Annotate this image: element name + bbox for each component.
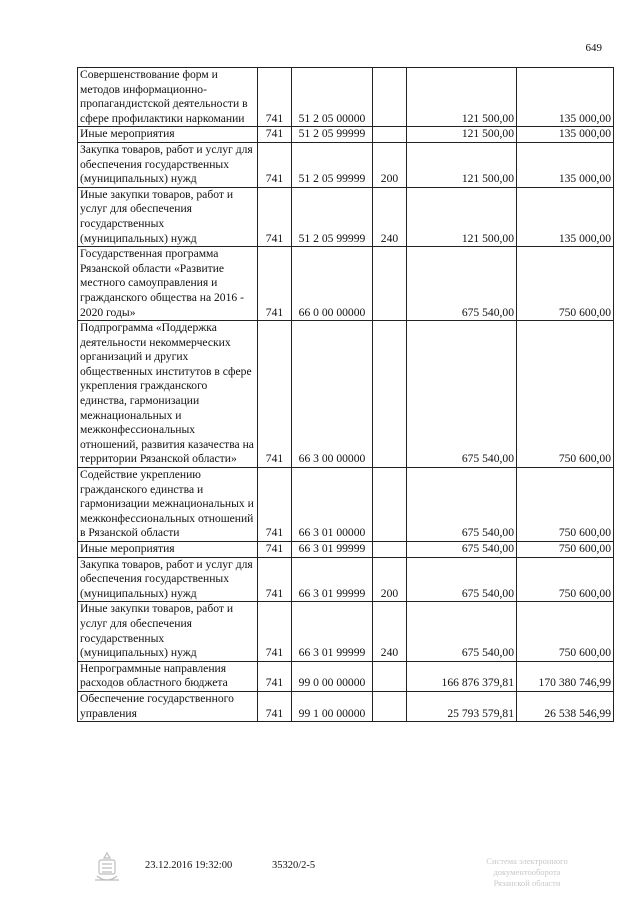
- table-row: [78, 68, 614, 127]
- row-csr-cell: 51 2 05 99999: [292, 127, 373, 143]
- row-sum-2020-cell: 135 000,00: [517, 142, 614, 187]
- row-vr-cell: 240: [373, 602, 407, 661]
- row-ved-cell: 741: [258, 321, 292, 468]
- row-name-cell: Совершенствование форм и методов информационно-пропагандистской деятельности в сфере профилактики наркомании: [78, 68, 258, 127]
- row-sum-2019-cell: 121 500,00: [407, 127, 517, 143]
- row-csr-cell: 66 3 01 00000: [292, 468, 373, 542]
- row-name-cell: Обеспечение государственного управления: [78, 691, 258, 721]
- table-row: [78, 321, 614, 468]
- footer-doc-code: 35320/2-5: [272, 860, 316, 871]
- budget-table: [77, 67, 614, 722]
- table-row: [78, 142, 614, 187]
- row-sum-2020-cell: 170 380 746,99: [517, 661, 614, 691]
- row-vr-cell: 200: [373, 142, 407, 187]
- table-row: [78, 557, 614, 602]
- row-vr-cell: 240: [373, 187, 407, 246]
- row-sum-2019-cell: 675 540,00: [407, 468, 517, 542]
- footer-stamp: [452, 856, 602, 889]
- row-csr-cell: 99 0 00 00000: [292, 661, 373, 691]
- row-ved-cell: 741: [258, 187, 292, 246]
- row-ved-cell: 741: [258, 691, 292, 721]
- row-ved-cell: 741: [258, 127, 292, 143]
- row-name-cell: Подпрограмма «Поддержка деятельности некоммерческих организаций и других общественных институтов в сфере укрепления гражданского единства, гармонизации межнациональных и межконфессиональных отношений, развития казачества на территории Рязанской области»: [78, 321, 258, 468]
- row-csr-cell: 51 2 05 00000: [292, 68, 373, 127]
- row-sum-2020-cell: 750 600,00: [517, 542, 614, 558]
- table-row: [78, 247, 614, 321]
- row-name-cell: Иные мероприятия: [78, 127, 258, 143]
- row-sum-2020-cell: 750 600,00: [517, 247, 614, 321]
- row-ved-cell: 741: [258, 542, 292, 558]
- row-ved-cell: 741: [258, 247, 292, 321]
- row-sum-2020-cell: 750 600,00: [517, 602, 614, 661]
- row-sum-2019-cell: 121 500,00: [407, 68, 517, 127]
- row-sum-2019-cell: 166 876 379,81: [407, 661, 517, 691]
- page-number: 649: [585, 42, 602, 54]
- row-csr-cell: 66 3 00 00000: [292, 321, 373, 468]
- coat-of-arms-logo: [90, 850, 124, 886]
- row-sum-2020-cell: 750 600,00: [517, 468, 614, 542]
- table-row: [78, 542, 614, 558]
- row-name-cell: Закупка товаров, работ и услуг для обеспечения государственных (муниципальных) нужд: [78, 142, 258, 187]
- row-csr-cell: 51 2 05 99999: [292, 142, 373, 187]
- footer-date: 23.12.2016 19:32:00: [145, 860, 233, 871]
- row-csr-cell: 99 1 00 00000: [292, 691, 373, 721]
- row-vr-cell: [373, 68, 407, 127]
- row-sum-2020-cell: 135 000,00: [517, 127, 614, 143]
- row-name-cell: Закупка товаров, работ и услуг для обеспечения государственных (муниципальных) нужд: [78, 557, 258, 602]
- row-vr-cell: [373, 691, 407, 721]
- row-sum-2019-cell: 121 500,00: [407, 187, 517, 246]
- footer-stamp-line1: Система электронного документооборота: [486, 856, 568, 877]
- row-sum-2020-cell: 750 600,00: [517, 557, 614, 602]
- row-vr-cell: [373, 468, 407, 542]
- row-csr-cell: 66 3 01 99999: [292, 557, 373, 602]
- row-sum-2019-cell: 25 793 579,81: [407, 691, 517, 721]
- row-ved-cell: 741: [258, 142, 292, 187]
- row-csr-cell: 66 3 01 99999: [292, 542, 373, 558]
- table-row: [78, 468, 614, 542]
- table-row: [78, 187, 614, 246]
- table-row: [78, 661, 614, 691]
- row-sum-2019-cell: 675 540,00: [407, 247, 517, 321]
- row-vr-cell: [373, 127, 407, 143]
- row-vr-cell: [373, 661, 407, 691]
- row-vr-cell: [373, 321, 407, 468]
- table-row: [78, 127, 614, 143]
- row-vr-cell: 200: [373, 557, 407, 602]
- row-sum-2020-cell: 750 600,00: [517, 321, 614, 468]
- row-sum-2019-cell: 675 540,00: [407, 542, 517, 558]
- row-name-cell: Непрограммные направления расходов областного бюджета: [78, 661, 258, 691]
- row-name-cell: Иные закупки товаров, работ и услуг для обеспечения государственных (муниципальных) нужд: [78, 187, 258, 246]
- row-ved-cell: 741: [258, 468, 292, 542]
- row-ved-cell: 741: [258, 661, 292, 691]
- row-ved-cell: 741: [258, 68, 292, 127]
- row-csr-cell: 51 2 05 99999: [292, 187, 373, 246]
- row-name-cell: Иные мероприятия: [78, 542, 258, 558]
- row-sum-2020-cell: 135 000,00: [517, 187, 614, 246]
- row-sum-2020-cell: 26 538 546,99: [517, 691, 614, 721]
- table-row: [78, 602, 614, 661]
- row-sum-2019-cell: 675 540,00: [407, 557, 517, 602]
- row-csr-cell: 66 3 01 99999: [292, 602, 373, 661]
- row-ved-cell: 741: [258, 602, 292, 661]
- row-sum-2019-cell: 121 500,00: [407, 142, 517, 187]
- row-name-cell: Содействие укреплению гражданского единства и гармонизации межнациональных и межконфессиональных отношений в Рязанской области: [78, 468, 258, 542]
- row-ved-cell: 741: [258, 557, 292, 602]
- row-vr-cell: [373, 542, 407, 558]
- row-sum-2020-cell: 135 000,00: [517, 68, 614, 127]
- row-sum-2019-cell: 675 540,00: [407, 602, 517, 661]
- row-vr-cell: [373, 247, 407, 321]
- row-name-cell: Иные закупки товаров, работ и услуг для обеспечения государственных (муниципальных) нужд: [78, 602, 258, 661]
- row-sum-2019-cell: 675 540,00: [407, 321, 517, 468]
- table-row: [78, 691, 614, 721]
- footer-stamp-line2: Рязанской области: [493, 878, 561, 888]
- row-name-cell: Государственная программа Рязанской области «Развитие местного самоуправления и гражданского общества на 2016 - 2020 годы»: [78, 247, 258, 321]
- row-csr-cell: 66 0 00 00000: [292, 247, 373, 321]
